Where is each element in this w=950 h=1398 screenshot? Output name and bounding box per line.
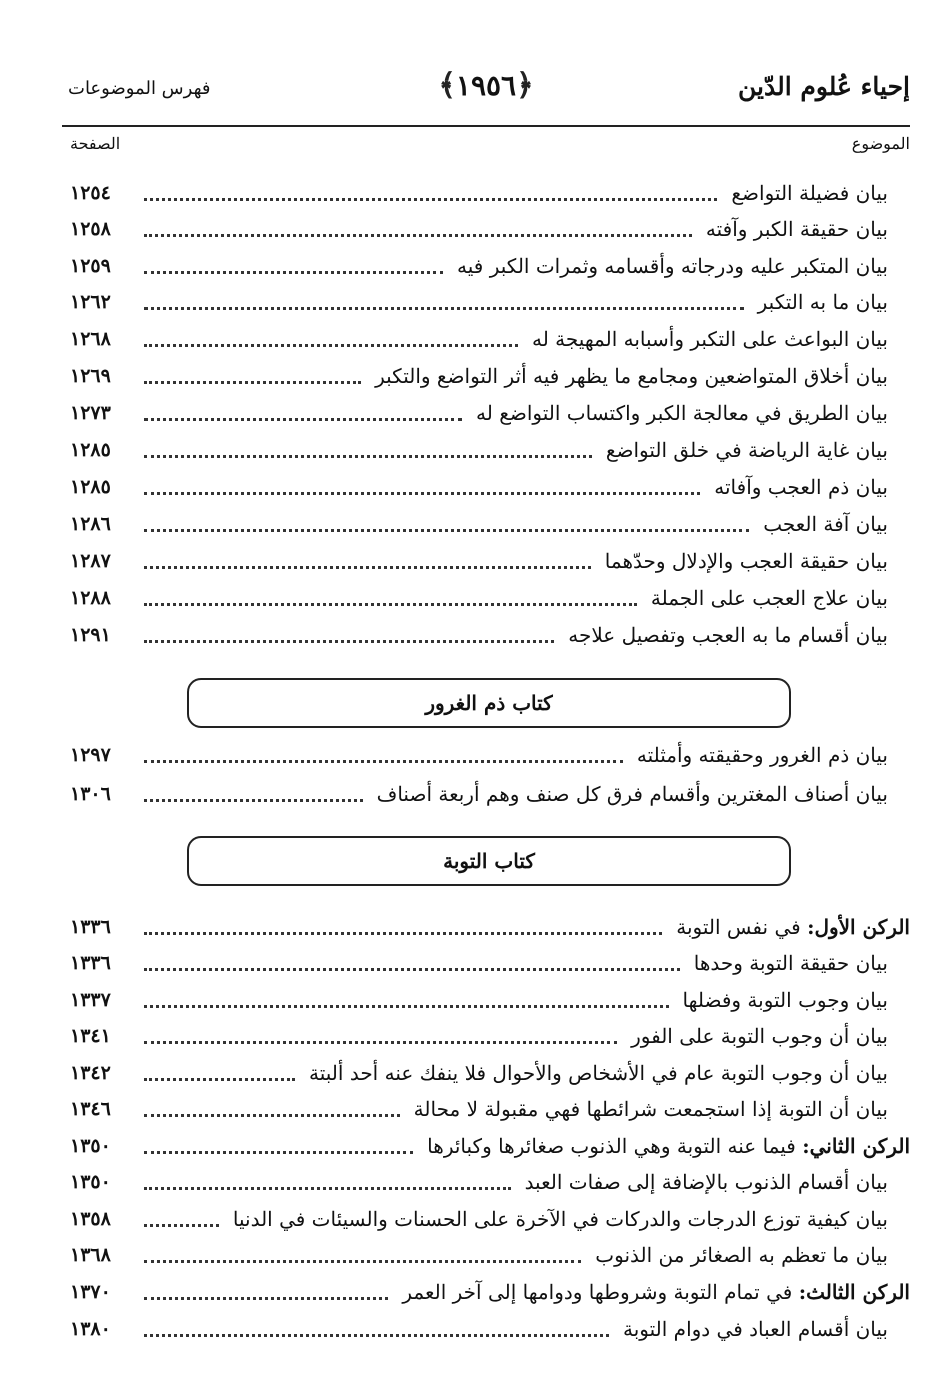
entry-page: ١٢٧٣ xyxy=(70,402,111,424)
toc-entry xyxy=(70,738,910,772)
leader-dots xyxy=(144,640,554,643)
entry-title: بيان أصناف المغترين وأقسام فرق كل صنف وهم أربعة أصناف xyxy=(376,782,888,806)
entry-page: ١٢٥٩ xyxy=(70,255,111,277)
leader-dots xyxy=(144,1151,413,1154)
entry-title: بيان أخلاق المتواضعين ومجامع ما يظهر فيه أثر التواضع والتكبر xyxy=(375,364,888,388)
entry-title: بيان ما به التكبر xyxy=(757,290,888,314)
entry-page: ١٣٣٧ xyxy=(70,989,111,1011)
toc-entry xyxy=(70,507,910,541)
entry-title: بيان الطريق في معالجة الكبر واكتساب التواضع له xyxy=(476,401,888,425)
entry-title: بيان ذم العجب وآفاته xyxy=(714,475,888,499)
entry-title: بيان علاج العجب على الجملة xyxy=(650,586,888,610)
entry-page: ١٢٨٨ xyxy=(70,587,111,609)
entry-page: ١٢٨٧ xyxy=(70,550,111,572)
pillar-label: الركن الثاني: xyxy=(802,1134,910,1158)
pillar-text: في نفس التوبة xyxy=(676,915,801,939)
entry-title: بيان أقسام الذنوب بالإضافة إلى صفات العبد xyxy=(524,1170,888,1194)
column-topic: الموضوع xyxy=(851,134,910,153)
leader-dots xyxy=(144,1187,511,1190)
toc-entry xyxy=(70,946,910,980)
book-heading-ghurur: كتاب ذم الغرور xyxy=(187,678,791,728)
entry-page: ١٣٣٦ xyxy=(70,952,111,974)
entry-title: بيان المتكبر عليه ودرجاته وأقسامه وثمرات الكبر فيه xyxy=(457,254,888,278)
entry-page: ١٢٦٩ xyxy=(70,365,111,387)
entry-page: ١٢٩١ xyxy=(70,624,111,646)
entry-page: ١٣٤١ xyxy=(70,1025,111,1047)
leader-dots xyxy=(144,455,592,458)
leader-dots xyxy=(144,1041,617,1044)
pillar-label: الركن الأول: xyxy=(807,915,910,939)
toc-entry xyxy=(70,983,910,1017)
entry-title xyxy=(394,1280,910,1304)
header-rule xyxy=(62,125,910,127)
entry-page: ١٣٠٦ xyxy=(70,783,111,805)
leader-dots xyxy=(144,418,462,421)
toc-entry xyxy=(70,1019,910,1053)
toc-entry xyxy=(70,285,910,319)
toc-pillar-entry xyxy=(70,910,910,944)
column-page: الصفحة xyxy=(70,134,121,153)
entry-title: بيان أقسام ما به العجب وتفصيل علاجه xyxy=(568,623,888,647)
entry-title xyxy=(668,915,910,939)
leader-dots xyxy=(144,799,363,802)
leader-dots xyxy=(144,1078,295,1081)
entry-title: بيان البواعث على التكبر وأسبابه المهيجة له xyxy=(531,327,888,351)
leader-dots xyxy=(144,603,637,606)
ornament-right-icon: ﴾ xyxy=(438,68,456,103)
entry-title: بيان أن التوبة إذا استجمعت شرائطها فهي مقبولة لا محالة xyxy=(413,1097,888,1121)
entry-page: ١٢٨٥ xyxy=(70,439,111,461)
entry-page: ١٢٥٤ xyxy=(70,182,111,204)
entry-page: ١٢٩٧ xyxy=(70,744,111,766)
entry-title: بيان أن وجوب التوبة على الفور xyxy=(631,1024,888,1048)
toc-entry xyxy=(70,396,910,430)
book-title: إحياء عُلوم الدّين xyxy=(738,72,910,101)
entry-title: بيان فضيلة التواضع xyxy=(731,181,888,205)
entry-title: بيان حقيقة العجب والإدلال وحدّهما xyxy=(604,549,888,573)
leader-dots xyxy=(144,1334,609,1337)
leader-dots xyxy=(144,1005,669,1008)
entry-page: ١٣٥٨ xyxy=(70,1208,111,1230)
entry-page: ١٢٨٥ xyxy=(70,476,111,498)
entry-title: بيان أقسام العباد في دوام التوبة xyxy=(623,1317,888,1341)
toc-entry xyxy=(70,581,910,615)
leader-dots xyxy=(144,968,680,971)
toc-entry xyxy=(70,433,910,467)
entry-title: بيان ما تعظم به الصغائر من الذنوب xyxy=(595,1243,888,1267)
entry-page: ١٣٤٢ xyxy=(70,1062,111,1084)
toc-entry xyxy=(70,212,910,246)
entry-title: بيان غاية الرياضة في خلق التواضع xyxy=(605,438,888,462)
toc-entry xyxy=(70,359,910,393)
leader-dots xyxy=(144,1114,400,1117)
entry-title: بيان آفة العجب xyxy=(763,512,888,536)
leader-dots xyxy=(144,381,361,384)
toc-entry xyxy=(70,1165,910,1199)
pillar-text: في تمام التوبة وشروطها ودوامها إلى آخر العمر xyxy=(402,1280,793,1304)
leader-dots xyxy=(144,198,717,201)
toc-entry xyxy=(70,1202,910,1236)
leader-dots xyxy=(144,1224,219,1227)
entry-title: بيان كيفية توزع الدرجات والدركات في الآخرة على الحسنات والسيئات في الدنيا xyxy=(232,1207,888,1231)
leader-dots xyxy=(144,234,692,237)
entry-page: ١٣٦٨ xyxy=(70,1244,111,1266)
pillar-text: فيما عنه التوبة وهي الذنوب صغائرها وكبائرها xyxy=(427,1134,796,1158)
leader-dots xyxy=(144,492,700,495)
section-title: فهرس الموضوعات xyxy=(68,78,211,99)
entry-page: ١٣٧٠ xyxy=(70,1281,111,1303)
entry-title xyxy=(419,1134,910,1158)
entry-title: بيان حقيقة الكبر وآفته xyxy=(705,217,888,241)
leader-dots xyxy=(144,1260,581,1263)
book-heading-tawba: كتاب التوبة xyxy=(187,836,791,886)
toc-entry xyxy=(70,1312,910,1346)
entry-page: ١٢٦٨ xyxy=(70,328,111,350)
leader-dots xyxy=(144,1297,388,1300)
toc-entry xyxy=(70,176,910,210)
entry-page: ١٣٣٦ xyxy=(70,916,111,938)
leader-dots xyxy=(144,307,744,310)
entry-title: بيان حقيقة التوبة وحدها xyxy=(693,951,888,975)
entry-page: ١٣٨٠ xyxy=(70,1318,111,1340)
entry-page: ١٣٥٠ xyxy=(70,1135,111,1157)
page-number xyxy=(438,68,533,103)
leader-dots xyxy=(144,529,749,532)
page-header xyxy=(62,58,910,118)
page-number-value: ١٩٥٦ xyxy=(455,69,517,102)
entry-page: ١٢٥٨ xyxy=(70,218,111,240)
entry-page: ١٢٨٦ xyxy=(70,513,111,535)
toc-entry xyxy=(70,618,910,652)
toc-entry xyxy=(70,249,910,283)
ornament-left-icon: ﴿ xyxy=(516,68,534,103)
toc-entry xyxy=(70,544,910,578)
leader-dots xyxy=(144,932,662,935)
entry-page: ١٢٦٢ xyxy=(70,291,111,313)
toc-entry xyxy=(70,1238,910,1272)
toc-pillar-entry xyxy=(70,1129,910,1163)
toc-entry xyxy=(70,322,910,356)
toc-entry xyxy=(70,1092,910,1126)
entry-title: بيان وجوب التوبة وفضلها xyxy=(682,988,888,1012)
toc-entry xyxy=(70,470,910,504)
entry-title: بيان ذم الغرور وحقيقته وأمثلته xyxy=(636,743,888,767)
entry-title: بيان أن وجوب التوبة عام في الأشخاص والأحوال فلا ينفك عنه أحد ألبتة xyxy=(309,1061,888,1085)
toc-pillar-entry xyxy=(70,1275,910,1309)
toc-entry xyxy=(70,777,910,811)
leader-dots xyxy=(144,566,591,569)
entry-page: ١٣٥٠ xyxy=(70,1171,111,1193)
leader-dots xyxy=(144,271,443,274)
leader-dots xyxy=(144,344,518,347)
pillar-label: الركن الثالث: xyxy=(798,1280,910,1304)
toc-entry xyxy=(70,1056,910,1090)
leader-dots xyxy=(144,760,623,763)
entry-page: ١٣٤٦ xyxy=(70,1098,111,1120)
